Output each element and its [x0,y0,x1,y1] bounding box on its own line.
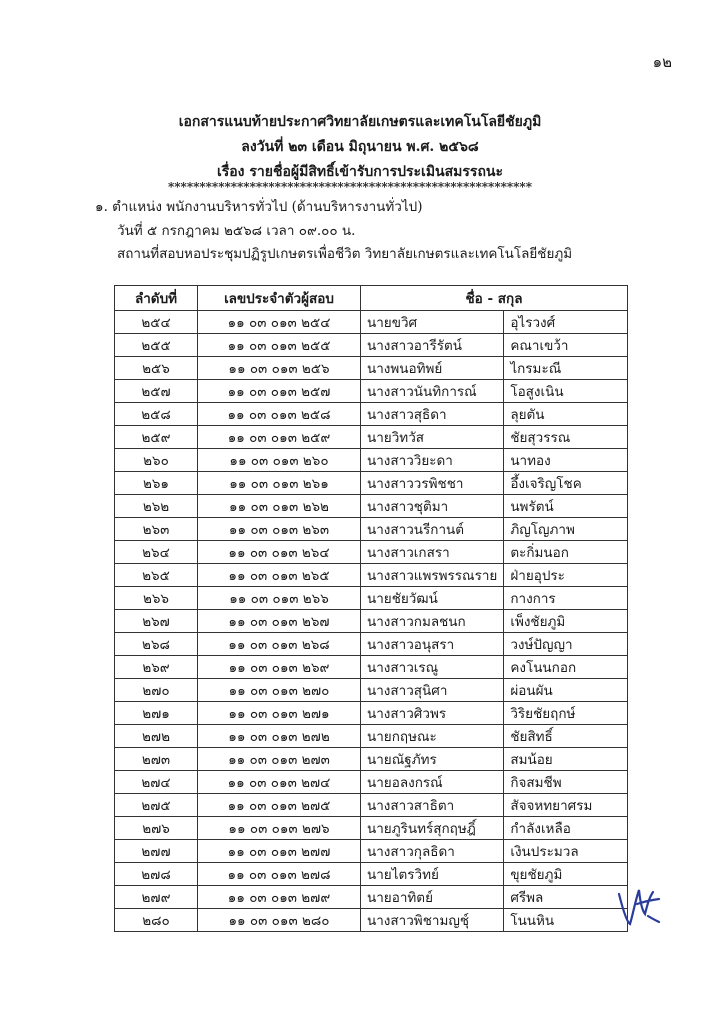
table-row [115,725,628,748]
table-row [115,357,628,380]
row-first-name: นางสาวสาธิตา [361,794,504,817]
table-row [115,863,628,886]
header-date: ลงวันที่ ๒๓ เดือน มิถุนายน พ.ศ. ๒๕๖๘ [241,139,479,155]
row-candidate-id: ๑๑ ๐๓ ๐๑๓ ๒๗๑ [198,702,361,725]
table-row [115,518,628,541]
row-surname: อุไรวงศ์ [504,311,628,334]
date-time-line: วันที่ ๕ กรกฎาคม ๒๕๖๘ เวลา ๐๙.๐๐ น. [117,223,356,239]
row-first-name: นางสาวกมลชนก [361,610,504,633]
row-seq: ๒๗๗ [115,840,198,863]
row-candidate-id: ๑๑ ๐๓ ๐๑๓ ๒๗๖ [198,817,361,840]
row-seq: ๒๕๖ [115,357,198,380]
header-candidate-id: เลขประจำตัวผู้สอบ [198,286,361,311]
row-seq: ๒๗๖ [115,817,198,840]
row-seq: ๒๖๓ [115,518,198,541]
row-seq: ๒๖๑ [115,472,198,495]
row-first-name: นางสาวนันทิการณ์ [361,380,504,403]
row-seq: ๒๕๗ [115,380,198,403]
table-row [115,472,628,495]
row-first-name: นายไตรวิทย์ [361,863,504,886]
row-first-name: นางสาววิยะดา [361,449,504,472]
table-row [115,656,628,679]
row-seq: ๒๗๘ [115,863,198,886]
row-seq: ๒๖๖ [115,587,198,610]
table-row [115,679,628,702]
row-candidate-id: ๑๑ ๐๓ ๐๑๓ ๒๖๘ [198,633,361,656]
row-first-name: นางสาวเกสรา [361,541,504,564]
table-row [115,702,628,725]
row-surname: ผ่อนผัน [504,679,628,702]
table-row [115,886,628,909]
row-candidate-id: ๑๑ ๐๓ ๐๑๓ ๒๕๕ [198,334,361,357]
row-seq: ๒๗๔ [115,771,198,794]
row-candidate-id: ๑๑ ๐๓ ๐๑๓ ๒๕๘ [198,403,361,426]
row-surname: วงษ์ปัญญา [504,633,628,656]
table-row [115,564,628,587]
row-candidate-id: ๑๑ ๐๓ ๐๑๓ ๒๖๐ [198,449,361,472]
row-candidate-id: ๑๑ ๐๓ ๐๑๓ ๒๗๓ [198,748,361,771]
row-first-name: นายขวิศ [361,311,504,334]
row-first-name: นายกฤษณะ [361,725,504,748]
table-row [115,587,628,610]
row-surname: นพรัตน์ [504,495,628,518]
row-seq: ๒๖๔ [115,541,198,564]
table-row [115,794,628,817]
row-candidate-id: ๑๑ ๐๓ ๐๑๓ ๒๘๐ [198,909,361,932]
row-candidate-id: ๑๑ ๐๓ ๐๑๓ ๒๖๒ [198,495,361,518]
row-surname: กำลังเหลือ [504,817,628,840]
row-candidate-id: ๑๑ ๐๓ ๐๑๓ ๒๗๕ [198,794,361,817]
row-seq: ๒๗๙ [115,886,198,909]
row-first-name: นางพนอทิพย์ [361,357,504,380]
row-surname: สมน้อย [504,748,628,771]
row-seq: ๒๘๐ [115,909,198,932]
row-first-name: นายวิทวัส [361,426,504,449]
table-row [115,610,628,633]
row-candidate-id: ๑๑ ๐๓ ๐๑๓ ๒๖๔ [198,541,361,564]
row-surname: กิจสมชีพ [504,771,628,794]
table-row [115,403,628,426]
signature-mark [615,880,665,930]
row-seq: ๒๕๕ [115,334,198,357]
table-row [115,909,628,932]
row-seq: ๒๗๒ [115,725,198,748]
row-first-name: นายณัฐภัทร [361,748,504,771]
row-surname: ฝ่ายอุประ [504,564,628,587]
table-row [115,311,628,334]
row-seq: ๒๕๘ [115,403,198,426]
row-seq: ๒๕๙ [115,426,198,449]
row-candidate-id: ๑๑ ๐๓ ๐๑๓ ๒๗๘ [198,863,361,886]
row-candidate-id: ๑๑ ๐๓ ๐๑๓ ๒๕๔ [198,311,361,334]
table-row [115,633,628,656]
table-row [115,380,628,403]
table-body [115,311,628,932]
row-first-name: นางสาววรพิชชา [361,472,504,495]
row-candidate-id: ๑๑ ๐๓ ๐๑๓ ๒๕๗ [198,380,361,403]
row-candidate-id: ๑๑ ๐๓ ๐๑๓ ๒๗๐ [198,679,361,702]
row-surname: ภิญโญภาพ [504,518,628,541]
table-row [115,449,628,472]
row-first-name: นายอาทิตย์ [361,886,504,909]
row-surname: เงินประมวล [504,840,628,863]
row-candidate-id: ๑๑ ๐๓ ๐๑๓ ๒๕๙ [198,426,361,449]
row-candidate-id: ๑๑ ๐๓ ๐๑๓ ๒๖๑ [198,472,361,495]
row-surname: ศรีพล [504,886,628,909]
table-row [115,817,628,840]
row-candidate-id: ๑๑ ๐๓ ๐๑๓ ๒๗๙ [198,886,361,909]
row-seq: ๒๗๕ [115,794,198,817]
row-seq: ๒๖๕ [115,564,198,587]
table-row [115,334,628,357]
row-seq: ๒๕๔ [115,311,198,334]
star-divider: ********************************************************** [168,180,532,194]
row-surname: คณาเขว้า [504,334,628,357]
table-row [115,840,628,863]
row-seq: ๒๖๙ [115,656,198,679]
row-first-name: นายอลงกรณ์ [361,771,504,794]
table-row [115,771,628,794]
document-header [0,110,720,185]
row-surname: วิริยชัยฤกษ์ [504,702,628,725]
row-first-name: นายชัยวัฒน์ [361,587,504,610]
row-first-name: นางสาวกุลธิดา [361,840,504,863]
table-row [115,426,628,449]
row-seq: ๒๖๘ [115,633,198,656]
row-seq: ๒๖๐ [115,449,198,472]
row-seq: ๒๗๓ [115,748,198,771]
row-candidate-id: ๑๑ ๐๓ ๐๑๓ ๒๖๓ [198,518,361,541]
venue-line: สถานที่สอบหอประชุมปฏิรูปเกษตรเพื่อชีวิต วิทยาลัยเกษตรและเทคโนโลยีชัยภูมิ [117,246,573,262]
position-line: ๑. ตำแหน่ง พนักงานบริหารทั่วไป (ด้านบริหารงานทั่วไป) [95,199,423,215]
header-seq: ลำดับที่ [115,286,198,311]
row-candidate-id: ๑๑ ๐๓ ๐๑๓ ๒๗๒ [198,725,361,748]
row-surname: ลุยตัน [504,403,628,426]
row-seq: ๒๖๒ [115,495,198,518]
row-first-name: นางสาวแพรพรรณราย [361,564,504,587]
row-candidate-id: ๑๑ ๐๓ ๐๑๓ ๒๗๔ [198,771,361,794]
table-row [115,541,628,564]
row-surname: ขุยชัยภูมิ [504,863,628,886]
row-candidate-id: ๑๑ ๐๓ ๐๑๓ ๒๖๗ [198,610,361,633]
row-first-name: นางสาวสุนิศา [361,679,504,702]
row-first-name: นางสาวศิวพร [361,702,504,725]
page-number: ๑๒ [652,53,672,71]
row-candidate-id: ๑๑ ๐๓ ๐๑๓ ๒๖๖ [198,587,361,610]
row-seq: ๒๗๐ [115,679,198,702]
row-surname: ชัยสิทธิ์ [504,725,628,748]
row-surname: เพ็งชัยภูมิ [504,610,628,633]
row-surname: กางการ [504,587,628,610]
header-subject: เรื่อง รายชื่อผู้มีสิทธิ์เข้ารับการประเมินสมรรถนะ [216,164,504,180]
row-first-name: นางสาวชุติมา [361,495,504,518]
header-full-name: ชื่อ - สกุล [361,286,628,311]
row-surname: ชัยสุวรรณ [504,426,628,449]
candidate-table [114,285,628,932]
header-title: เอกสารแนบท้ายประกาศวิทยาลัยเกษตรและเทคโนโลยีชัยภูมิ [178,114,542,130]
row-surname: สัจจหทยาศรม [504,794,628,817]
row-candidate-id: ๑๑ ๐๓ ๐๑๓ ๒๖๙ [198,656,361,679]
row-surname: ไกรมะณี [504,357,628,380]
row-surname: ตะกิ่มนอก [504,541,628,564]
row-first-name: นางสาวพิชามญชุ์ [361,909,504,932]
table-row [115,748,628,771]
table-row [115,495,628,518]
row-candidate-id: ๑๑ ๐๓ ๐๑๓ ๒๖๕ [198,564,361,587]
row-candidate-id: ๑๑ ๐๓ ๐๑๓ ๒๗๗ [198,840,361,863]
table-header-row [115,286,628,311]
row-first-name: นางสาวอารีรัตน์ [361,334,504,357]
row-first-name: นางสาวอนุสรา [361,633,504,656]
row-first-name: นายภูรินทร์สุกฤษฎิ์ [361,817,504,840]
row-seq: ๒๖๗ [115,610,198,633]
row-surname: อึ้งเจริญโชค [504,472,628,495]
row-surname: โนนหิน [504,909,628,932]
row-surname: คงโนนกอก [504,656,628,679]
row-surname: นาทอง [504,449,628,472]
row-first-name: นางสาวสุธิดา [361,403,504,426]
row-seq: ๒๗๑ [115,702,198,725]
row-first-name: นางสาวเรณู [361,656,504,679]
row-surname: โอสูงเนิน [504,380,628,403]
row-first-name: นางสาวนรีกานต์ [361,518,504,541]
row-candidate-id: ๑๑ ๐๓ ๐๑๓ ๒๕๖ [198,357,361,380]
